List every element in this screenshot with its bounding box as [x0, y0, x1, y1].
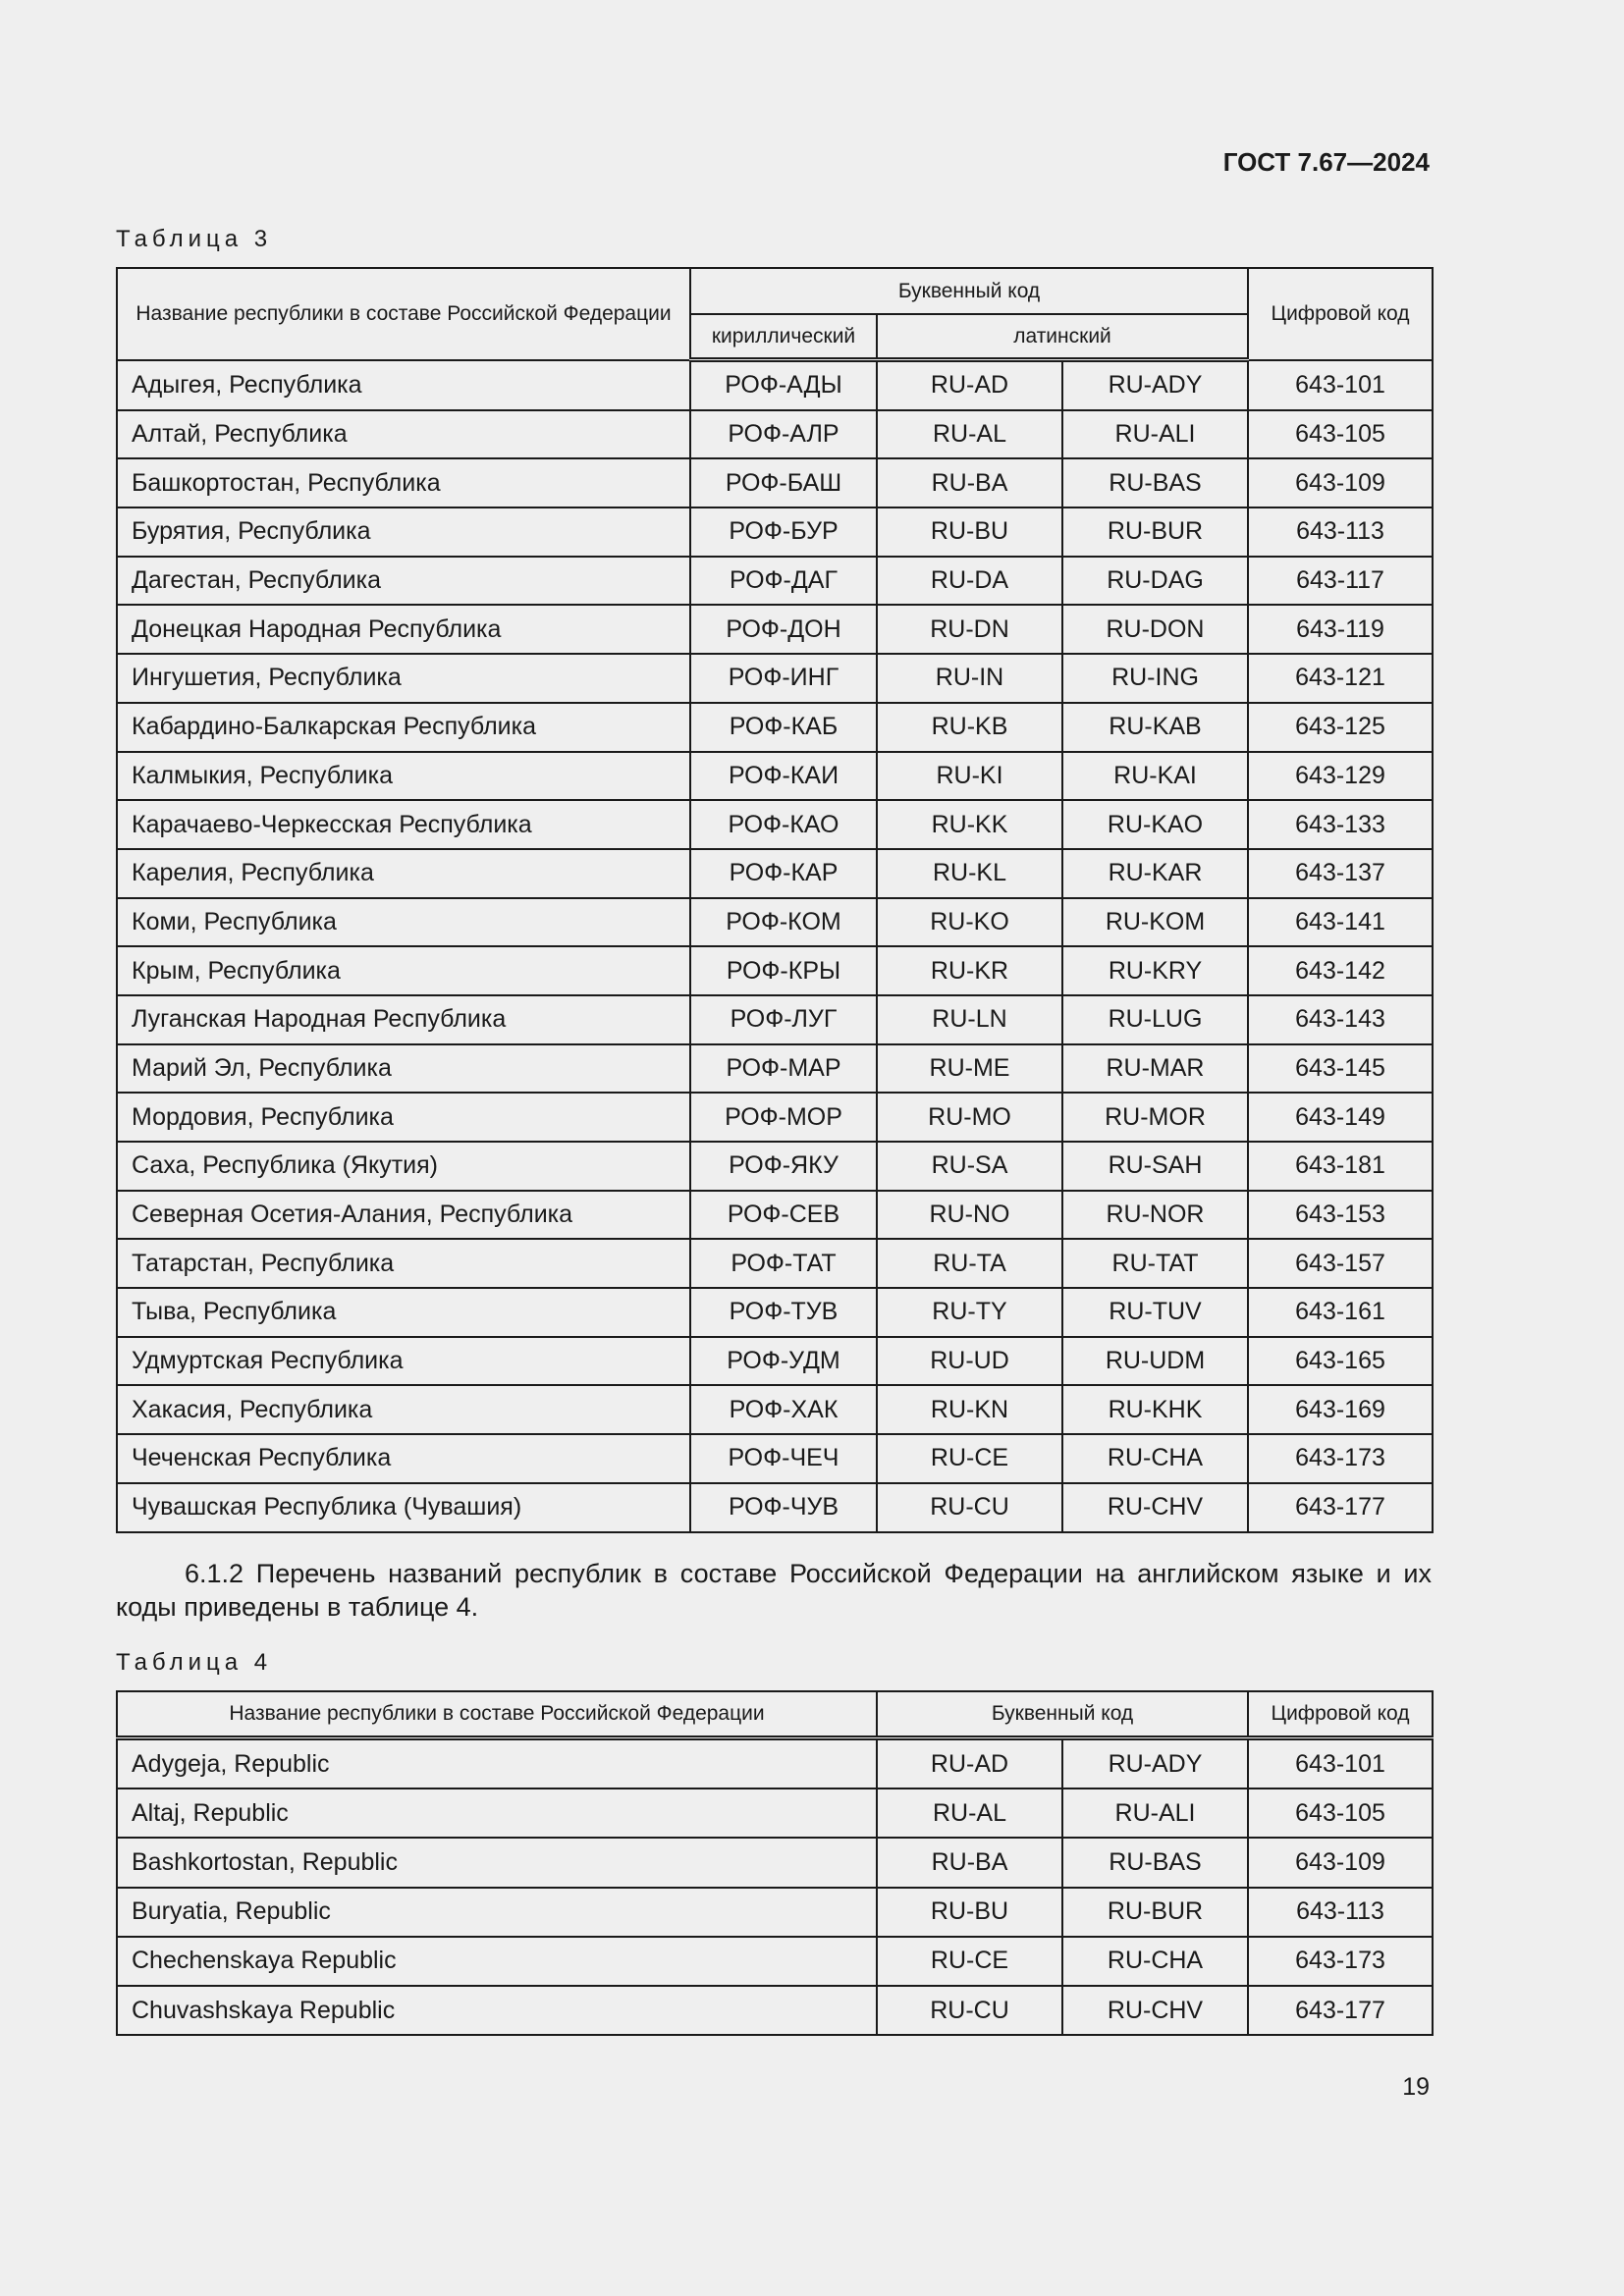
table3-row: [117, 1191, 1433, 1240]
table3-cell: 643-119: [1248, 605, 1433, 654]
table3-cell: РОФ-ТУВ: [690, 1288, 877, 1337]
table3-cell: Карелия, Республика: [117, 849, 690, 898]
table3-cell: 643-105: [1248, 410, 1433, 459]
page-number: 19: [1402, 2073, 1430, 2101]
table3-cell: РОФ-ДАГ: [690, 557, 877, 606]
table3-cell: RU-KAO: [1062, 800, 1248, 849]
table4-cell: 643-113: [1248, 1888, 1433, 1937]
table3-cell: Луганская Народная Республика: [117, 995, 690, 1044]
table3-cell: RU-UDM: [1062, 1337, 1248, 1386]
table3-cell: RU-KI: [877, 752, 1062, 801]
table3-header-digital-code: Цифровой код: [1248, 268, 1433, 360]
table3-cell: РОФ-СЕВ: [690, 1191, 877, 1240]
table3-cell: RU-CE: [877, 1434, 1062, 1483]
table3-cell: 643-113: [1248, 507, 1433, 557]
table3-cell: РОФ-ХАК: [690, 1385, 877, 1434]
table3-cell: Северная Осетия-Алания, Республика: [117, 1191, 690, 1240]
table3-cell: РОФ-АДЫ: [690, 360, 877, 410]
table3-cell: RU-ING: [1062, 654, 1248, 703]
table3-cell: RU-ALI: [1062, 410, 1248, 459]
table3-row: [117, 1385, 1433, 1434]
table3-cell: RU-LN: [877, 995, 1062, 1044]
table3-cell: RU-KR: [877, 946, 1062, 995]
table3-cell: Чеченская Республика: [117, 1434, 690, 1483]
table4-cell: RU-BAS: [1062, 1838, 1248, 1887]
table3-row: [117, 1239, 1433, 1288]
table3-cell: 643-142: [1248, 946, 1433, 995]
table3-cell: 643-117: [1248, 557, 1433, 606]
table3-row: [117, 360, 1433, 410]
table3-cell: 643-133: [1248, 800, 1433, 849]
table3-header-latin: латинский: [877, 314, 1248, 360]
table3-cell: Удмуртская Республика: [117, 1337, 690, 1386]
table4-cell: Altaj, Republic: [117, 1789, 877, 1838]
table3-cell: Адыгея, Республика: [117, 360, 690, 410]
table4-cell: Chuvashskaya Republic: [117, 1986, 877, 2035]
table3-cell: Марий Эл, Республика: [117, 1044, 690, 1094]
table3-row: [117, 1337, 1433, 1386]
table4-cell: RU-BA: [877, 1838, 1062, 1887]
table3-cell: RU-BU: [877, 507, 1062, 557]
table3-cell: 643-153: [1248, 1191, 1433, 1240]
table3-cell: RU-DON: [1062, 605, 1248, 654]
table3-row: [117, 752, 1433, 801]
table3-cell: RU-SAH: [1062, 1142, 1248, 1191]
table3-cell: RU-BAS: [1062, 458, 1248, 507]
table4-header-letter-code: Буквенный код: [877, 1691, 1248, 1738]
table3-body: [117, 360, 1433, 1532]
table3-row: [117, 703, 1433, 752]
table3-cell: РОФ-ЧУВ: [690, 1483, 877, 1532]
table3-row: [117, 1483, 1433, 1532]
table4-cell: 643-109: [1248, 1838, 1433, 1887]
table3-header-letter-code: Буквенный код: [690, 268, 1248, 314]
table3-cell: RU-AL: [877, 410, 1062, 459]
table3-cell: РОФ-КАР: [690, 849, 877, 898]
table3-row: [117, 557, 1433, 606]
table3-cell: РОФ-ИНГ: [690, 654, 877, 703]
table3-cell: 643-121: [1248, 654, 1433, 703]
table3-cell: РОФ-ТАТ: [690, 1239, 877, 1288]
table3-cell: RU-KAR: [1062, 849, 1248, 898]
table3-cell: RU-KO: [877, 898, 1062, 947]
table3-cell: 643-177: [1248, 1483, 1433, 1532]
table3-cell: 643-143: [1248, 995, 1433, 1044]
table3-cell: 643-101: [1248, 360, 1433, 410]
table3-row: [117, 946, 1433, 995]
table3-cell: РОФ-КАИ: [690, 752, 877, 801]
table3-cell: RU-KRY: [1062, 946, 1248, 995]
table3-cell: Хакасия, Республика: [117, 1385, 690, 1434]
table3-cell: RU-UD: [877, 1337, 1062, 1386]
table3-row: [117, 995, 1433, 1044]
table3-cell: Кабардино-Балкарская Республика: [117, 703, 690, 752]
table3-cell: RU-KOM: [1062, 898, 1248, 947]
table3-cell: РОФ-КАО: [690, 800, 877, 849]
table4-caption: Таблица 4: [116, 1649, 273, 1676]
table3-cell: Саха, Республика (Якутия): [117, 1142, 690, 1191]
table4-cell: RU-CU: [877, 1986, 1062, 2035]
table4-cell: RU-ADY: [1062, 1738, 1248, 1789]
table4-cell: Chechenskaya Republic: [117, 1937, 877, 1986]
table4-cell: RU-BU: [877, 1888, 1062, 1937]
table3: [116, 267, 1434, 1533]
table4-cell: 643-177: [1248, 1986, 1433, 2035]
table3-cell: Донецкая Народная Республика: [117, 605, 690, 654]
table3-cell: РОФ-УДМ: [690, 1337, 877, 1386]
table3-cell: RU-MAR: [1062, 1044, 1248, 1094]
table4-row: [117, 1789, 1433, 1838]
table3-cell: Тыва, Республика: [117, 1288, 690, 1337]
table4-cell: Buryatia, Republic: [117, 1888, 877, 1937]
table4-cell: RU-BUR: [1062, 1888, 1248, 1937]
table4-cell: RU-CHV: [1062, 1986, 1248, 2035]
table3-cell: РОФ-МОР: [690, 1093, 877, 1142]
table3-cell: Калмыкия, Республика: [117, 752, 690, 801]
table4-cell: RU-ALI: [1062, 1789, 1248, 1838]
table3-cell: RU-TY: [877, 1288, 1062, 1337]
table3-header-cyrillic: кириллический: [690, 314, 877, 360]
table3-cell: RU-BUR: [1062, 507, 1248, 557]
table4-cell: Adygeja, Republic: [117, 1738, 877, 1789]
table3-row: [117, 458, 1433, 507]
table3-caption: Таблица 3: [116, 226, 273, 252]
table3-row: [117, 507, 1433, 557]
table4-row: [117, 1986, 1433, 2035]
table4-row: [117, 1838, 1433, 1887]
table3-cell: RU-BA: [877, 458, 1062, 507]
table4-row: [117, 1937, 1433, 1986]
document-id: ГОСТ 7.67—2024: [1222, 147, 1430, 177]
table4-cell: RU-CHA: [1062, 1937, 1248, 1986]
table3-cell: РОФ-ЛУГ: [690, 995, 877, 1044]
table3-cell: RU-TAT: [1062, 1239, 1248, 1288]
table3-cell: 643-161: [1248, 1288, 1433, 1337]
table3-cell: Алтай, Республика: [117, 410, 690, 459]
table3-cell: 643-109: [1248, 458, 1433, 507]
table3-cell: RU-MOR: [1062, 1093, 1248, 1142]
table3-cell: Коми, Республика: [117, 898, 690, 947]
table3-cell: RU-ME: [877, 1044, 1062, 1094]
table3-cell: RU-DA: [877, 557, 1062, 606]
table3-row: [117, 898, 1433, 947]
table3-row: [117, 1288, 1433, 1337]
table3-cell: RU-KHK: [1062, 1385, 1248, 1434]
table3-cell: RU-KK: [877, 800, 1062, 849]
table3-cell: 643-137: [1248, 849, 1433, 898]
table3-cell: RU-LUG: [1062, 995, 1248, 1044]
table3-cell: 643-125: [1248, 703, 1433, 752]
table3-cell: RU-TA: [877, 1239, 1062, 1288]
table3-cell: RU-MO: [877, 1093, 1062, 1142]
table3-cell: RU-KB: [877, 703, 1062, 752]
table3-cell: RU-SA: [877, 1142, 1062, 1191]
table3-cell: Дагестан, Республика: [117, 557, 690, 606]
table4-row: [117, 1888, 1433, 1937]
table3-cell: РОФ-АЛР: [690, 410, 877, 459]
table4-cell: 643-101: [1248, 1738, 1433, 1789]
table3-cell: 643-173: [1248, 1434, 1433, 1483]
table3-cell: Крым, Республика: [117, 946, 690, 995]
table3-cell: РОФ-ДОН: [690, 605, 877, 654]
table4-row: [117, 1738, 1433, 1789]
table4-header-digital-code: Цифровой код: [1248, 1691, 1433, 1738]
table3-cell: RU-KAI: [1062, 752, 1248, 801]
table3-row: [117, 800, 1433, 849]
table3-cell: Чувашская Республика (Чувашия): [117, 1483, 690, 1532]
table4-cell: 643-173: [1248, 1937, 1433, 1986]
table3-row: [117, 654, 1433, 703]
table3-cell: 643-145: [1248, 1044, 1433, 1094]
table3-cell: РОФ-КАБ: [690, 703, 877, 752]
table3-row: [117, 605, 1433, 654]
table4-cell: RU-CE: [877, 1937, 1062, 1986]
table3-cell: 643-157: [1248, 1239, 1433, 1288]
table3-cell: RU-DN: [877, 605, 1062, 654]
table3-cell: Ингушетия, Республика: [117, 654, 690, 703]
table3-cell: РОФ-БАШ: [690, 458, 877, 507]
table3-row: [117, 1093, 1433, 1142]
table3-cell: RU-ADY: [1062, 360, 1248, 410]
table4: [116, 1690, 1434, 2036]
table3-cell: RU-NO: [877, 1191, 1062, 1240]
table3-cell: RU-KAB: [1062, 703, 1248, 752]
table3-cell: RU-CHA: [1062, 1434, 1248, 1483]
table3-row: [117, 1044, 1433, 1094]
table3-cell: RU-DAG: [1062, 557, 1248, 606]
table3-cell: RU-KN: [877, 1385, 1062, 1434]
table3-cell: РОФ-МАР: [690, 1044, 877, 1094]
table3-cell: 643-181: [1248, 1142, 1433, 1191]
table3-cell: Карачаево-Черкесская Республика: [117, 800, 690, 849]
table3-header-name: Название республики в составе Российской Федерации: [117, 268, 690, 360]
table3-row: [117, 1142, 1433, 1191]
table3-cell: 643-165: [1248, 1337, 1433, 1386]
paragraph-6-1-2: 6.1.2 Перечень названий республик в составе Российской Федерации на английском языке и их коды приведены в таблице 4.: [116, 1559, 1432, 1622]
table3-row: [117, 410, 1433, 459]
table3-cell: 643-129: [1248, 752, 1433, 801]
table3-cell: Башкортостан, Республика: [117, 458, 690, 507]
table3-cell: Татарстан, Республика: [117, 1239, 690, 1288]
table3-cell: RU-CHV: [1062, 1483, 1248, 1532]
table4-cell: RU-AD: [877, 1738, 1062, 1789]
table3-cell: Бурятия, Республика: [117, 507, 690, 557]
table3-row: [117, 1434, 1433, 1483]
table3-cell: RU-CU: [877, 1483, 1062, 1532]
table3-cell: RU-AD: [877, 360, 1062, 410]
table3-cell: РОФ-ЯКУ: [690, 1142, 877, 1191]
table4-cell: 643-105: [1248, 1789, 1433, 1838]
table3-row: [117, 849, 1433, 898]
table3-cell: РОФ-КРЫ: [690, 946, 877, 995]
table3-cell: RU-NOR: [1062, 1191, 1248, 1240]
table3-cell: 643-149: [1248, 1093, 1433, 1142]
table4-body: [117, 1738, 1433, 2036]
table4-header-name: Название республики в составе Российской Федерации: [117, 1691, 877, 1738]
table4-cell: RU-AL: [877, 1789, 1062, 1838]
table3-cell: RU-TUV: [1062, 1288, 1248, 1337]
table3-cell: РОФ-ЧЕЧ: [690, 1434, 877, 1483]
table3-cell: РОФ-КОМ: [690, 898, 877, 947]
table3-cell: РОФ-БУР: [690, 507, 877, 557]
table3-cell: RU-IN: [877, 654, 1062, 703]
table3-cell: Мордовия, Республика: [117, 1093, 690, 1142]
table4-cell: Bashkortostan, Republic: [117, 1838, 877, 1887]
table3-cell: 643-141: [1248, 898, 1433, 947]
table3-cell: RU-KL: [877, 849, 1062, 898]
table3-cell: 643-169: [1248, 1385, 1433, 1434]
